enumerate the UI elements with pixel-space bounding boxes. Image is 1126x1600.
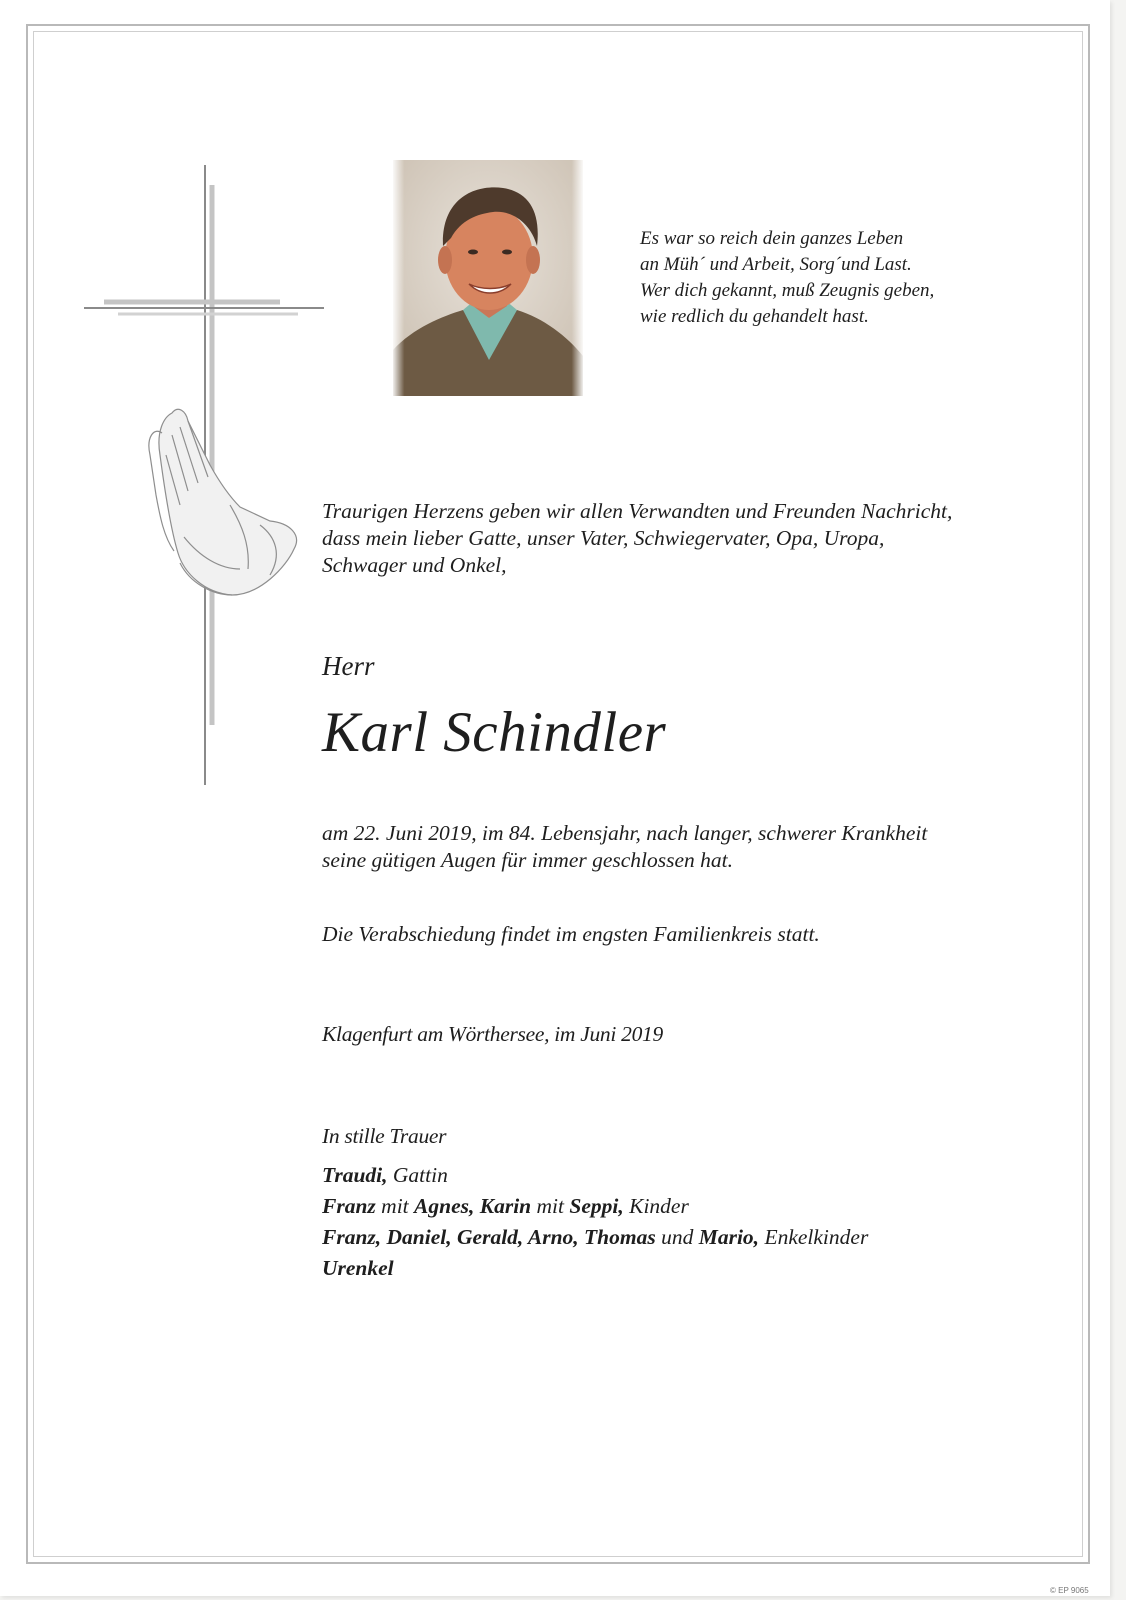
intro-line: Traurigen Herzens geben wir allen Verwandten und Freunden Nachricht, [322, 499, 953, 523]
connector: mit [375, 1194, 415, 1218]
connector: und [655, 1225, 699, 1249]
announcement-intro [322, 498, 952, 579]
mourner-name: Franz [322, 1194, 376, 1218]
mourners-heading: In stille Trauer [322, 1124, 447, 1148]
mourner-row [322, 1160, 448, 1191]
mourner-role: Enkelkinder [759, 1225, 869, 1249]
poem-line: Es war so reich dein ganzes Leben [640, 228, 904, 249]
farewell-notice: Die Verabschiedung findet im engsten Familienkreis statt. [322, 922, 820, 946]
mourner-name: Urenkel [322, 1256, 394, 1280]
poem-line: Wer dich gekannt, muß Zeugnis geben, [640, 280, 935, 301]
mourner-name: Seppi, [569, 1194, 624, 1218]
intro-line: dass mein lieber Gatte, unser Vater, Schwiegervater, Opa, Uropa, [322, 526, 885, 550]
cross-icon [80, 165, 330, 805]
mourner-role: Kinder [623, 1194, 689, 1218]
mourner-name: Agnes, [414, 1194, 475, 1218]
connector: mit [531, 1194, 570, 1218]
mourner-name: Karin [474, 1194, 532, 1218]
poem [640, 226, 1040, 330]
poem-line: an Müh´ und Arbeit, Sorg´und Last. [640, 254, 912, 275]
copyright-note: © EP 9065 [1050, 1586, 1089, 1595]
poem-line: wie redlich du gehandelt hast. [640, 306, 869, 327]
portrait-photo [393, 160, 583, 396]
salutation: Herr [322, 651, 375, 681]
deceased-name: Karl Schindler [322, 701, 667, 764]
mourner-name: Traudi, [322, 1163, 388, 1187]
death-notice [322, 820, 927, 874]
mourner-row [322, 1222, 868, 1253]
mourner-role: Gattin [387, 1163, 448, 1187]
death-line: seine gütigen Augen für immer geschlossen hat. [322, 848, 734, 872]
mourner-name: Franz, Daniel, Gerald, Arno, Thomas [322, 1225, 656, 1249]
place-date: Klagenfurt am Wörthersee, im Juni 2019 [322, 1022, 663, 1046]
mourner-name: Mario, [698, 1225, 760, 1249]
death-line: am 22. Juni 2019, im 84. Lebensjahr, nach langer, schwerer Krankheit [322, 821, 928, 845]
mourner-row [322, 1253, 394, 1284]
praying-hands-icon [149, 409, 297, 595]
intro-line: Schwager und Onkel, [322, 553, 507, 577]
mourner-row [322, 1191, 689, 1222]
